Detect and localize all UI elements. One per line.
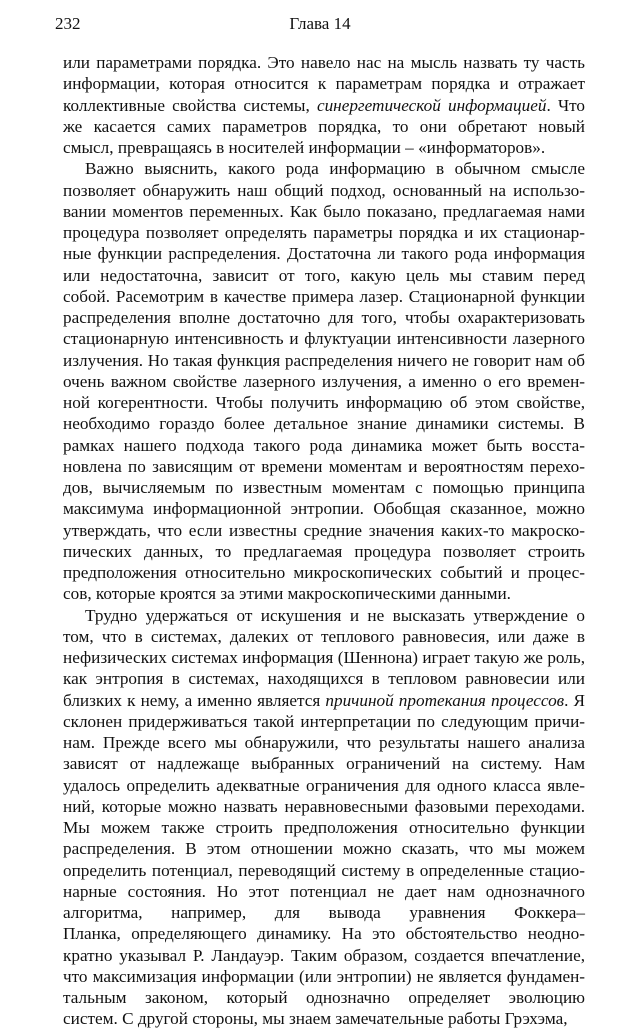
page-number: 232 xyxy=(55,14,81,33)
text-run: нефизических системах информация (Шеннона) играет такую же роль, xyxy=(63,648,585,667)
text-line xyxy=(63,860,585,881)
text-run: необходимо гораздо более детальное знание динамики системы. В xyxy=(63,414,585,434)
text-run: позволяет обнаружить наш общий подход, основанный на использо- xyxy=(63,180,585,200)
text-line xyxy=(63,456,585,477)
text-line xyxy=(63,1008,585,1029)
text-line xyxy=(63,286,585,307)
paragraph xyxy=(63,158,585,604)
text-run: близких к нему, а именно является xyxy=(63,690,326,710)
text-run: рамках нашего подхода такого рода динамика может быть восста- xyxy=(63,435,585,455)
text-line xyxy=(63,52,585,73)
text-run: как энтропия в системах, находящихся в тепловом равновесии или xyxy=(63,669,585,689)
text-run: склонен придерживаться такой интерпретации по следующим причи- xyxy=(63,711,585,731)
text-line xyxy=(63,562,585,583)
text-line xyxy=(63,498,585,519)
text-line xyxy=(63,923,585,944)
text-line xyxy=(63,350,585,371)
paragraph xyxy=(63,52,585,158)
text-run: коллективные свойства системы, xyxy=(63,95,317,115)
text-line xyxy=(63,945,585,966)
text-run: Мы можем также строить предположения относительно функции xyxy=(63,818,585,837)
text-run: что максимизация информации (или энтропии) не является фундамен- xyxy=(63,966,585,986)
text-line xyxy=(63,668,585,689)
text-run: ные функции распределения. Достаточна ли такого рода информация xyxy=(63,244,585,264)
text-run: или параметрами порядка. Это навело нас на мысль назвать ту часть xyxy=(63,53,585,72)
text-line xyxy=(63,626,585,647)
body-text xyxy=(63,52,585,1030)
italic-phrase: синергетической информацией xyxy=(316,95,547,115)
text-line xyxy=(63,73,585,94)
text-run: ной когерентности. Чтобы получить информацию об этом свойстве, xyxy=(63,393,585,412)
text-run: распределения вполне достаточно для того, чтобы охарактеризовать xyxy=(63,308,585,327)
text-line xyxy=(63,902,585,923)
text-run: излучения. Но такая функция распределения ничего не говорит нам об xyxy=(63,350,585,370)
text-line xyxy=(63,392,585,413)
text-line xyxy=(63,796,585,817)
text-line xyxy=(63,881,585,902)
text-line xyxy=(63,817,585,838)
text-run: пических данных, то предлагаемая процедура позволяет строить xyxy=(63,541,585,561)
text-run: дов, вычисляемым по известным моментам с помощью принципа xyxy=(63,478,585,497)
text-run: нарные состояния. Но этот потенциал не дает нам однозначного xyxy=(63,881,585,901)
text-run: Важно выяснить, какого рода информацию в обычном смысле xyxy=(85,159,585,179)
text-run: Трудно удержаться от искушения и не высказать утверждение о xyxy=(85,605,585,625)
text-line xyxy=(63,605,585,626)
text-run: кратно указывал Р. Ландауэр. Таким образом, создается впечатление, xyxy=(63,945,585,965)
text-line xyxy=(63,987,585,1008)
text-line xyxy=(63,520,585,541)
text-run: максимума информационной энтропии. Обобщая сказанное, можно xyxy=(63,499,585,519)
text-line xyxy=(63,201,585,222)
text-run: утверждать, что если известны средние значения каких-то макроско- xyxy=(63,520,585,540)
text-run: нам. Прежде всего мы обнаружили, что результаты нашего анализа xyxy=(63,733,585,752)
text-line xyxy=(63,95,585,116)
text-run: или недостаточна, зависит от того, какую цель мы ставим перед xyxy=(63,265,585,285)
text-line xyxy=(63,222,585,243)
text-run: . Что xyxy=(546,95,585,115)
text-line xyxy=(63,180,585,201)
text-run: систем. С другой стороны, мы знаем замечательные работы Грэхэма, xyxy=(63,1009,568,1029)
text-line xyxy=(63,541,585,562)
text-line xyxy=(63,158,585,179)
text-line xyxy=(63,477,585,498)
text-line xyxy=(63,371,585,392)
text-run: смысл, превращаясь в носителей информации – «информаторов». xyxy=(63,138,546,157)
text-run: тальным законом, который однозначно определяет эволюцию xyxy=(63,988,585,1007)
running-header xyxy=(55,14,585,38)
text-line xyxy=(63,328,585,349)
text-line xyxy=(63,116,585,137)
text-line xyxy=(63,838,585,859)
chapter-title: Глава 14 xyxy=(289,14,351,33)
text-line xyxy=(63,265,585,286)
text-line xyxy=(63,413,585,434)
text-run: вании моментов переменных. Как было показано, предлагаемая нами xyxy=(63,201,585,221)
text-line xyxy=(63,647,585,668)
text-line xyxy=(63,583,585,604)
text-line xyxy=(63,307,585,328)
text-run: процедура позволяет определять параметры порядка и их стационар- xyxy=(63,223,585,242)
text-line xyxy=(63,137,585,158)
text-run: удалось определить адекватные ограничения для одного класса явле- xyxy=(63,775,585,795)
text-run: очень важном свойстве лазерного излучения, а именно о его времен- xyxy=(63,371,585,391)
text-run: ний, которые можно назвать неравновесными фазовыми переходами. xyxy=(63,796,585,816)
text-run: том, что в системах, далеких от теплового равновесия, или даже в xyxy=(63,626,585,646)
text-line xyxy=(63,732,585,753)
italic-phrase: причиной протекания процессов xyxy=(325,690,565,710)
text-run: Планка, определяющего динамику. На это обстоятельство неодно- xyxy=(63,924,585,944)
text-run: . Я xyxy=(564,690,585,710)
text-run: распределения. В этом отношении можно сказать, что мы можем xyxy=(63,839,585,859)
text-run: стационарную интенсивность и флуктуации интенсивности лазерного xyxy=(63,329,585,349)
text-line xyxy=(63,435,585,456)
text-line xyxy=(63,711,585,732)
text-run: алгоритма, например, для вывода уравнения Фоккера– xyxy=(63,903,585,922)
text-run: предположения относительно микроскопических событий и процес- xyxy=(63,563,585,582)
text-run: же касается самих параметров порядка, то они обретают новый xyxy=(63,116,585,136)
text-run: новлена по зависящим от времени моментам и вероятностям перехо- xyxy=(63,456,585,476)
text-line xyxy=(63,243,585,264)
text-line xyxy=(63,690,585,711)
text-run: сов, которые кроятся за этими макроскопическими данными. xyxy=(63,584,511,604)
text-run: зависят от надлежаще выбранных ограничений на систему. Нам xyxy=(63,754,585,774)
text-run: определить потенциал, переводящий систему в определенные стацио- xyxy=(63,860,585,880)
text-run: собой. Расемотрим в качестве примера лазер. Стационарной функции xyxy=(63,286,585,306)
text-run: информации, которая относится к параметрам порядка и отражает xyxy=(63,74,585,94)
paragraph xyxy=(63,605,585,1030)
text-line xyxy=(63,775,585,796)
text-line xyxy=(63,753,585,774)
text-line xyxy=(63,966,585,987)
